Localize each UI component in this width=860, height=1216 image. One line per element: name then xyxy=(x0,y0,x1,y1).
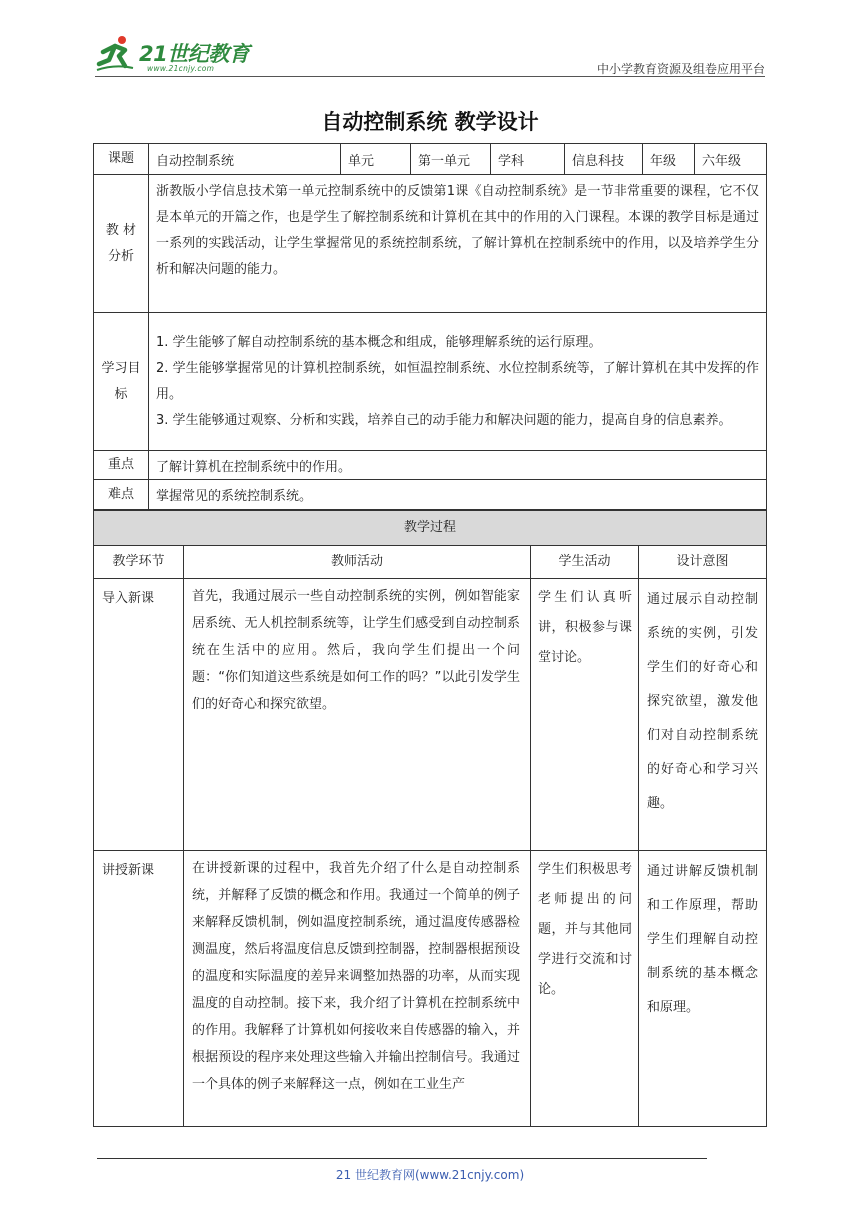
key-point-row xyxy=(94,451,767,480)
student-activity: 学生们认真听讲，积极参与课堂讨论。 xyxy=(531,579,639,851)
key-point-label: 重点 xyxy=(94,451,149,480)
topic-value: 自动控制系统 xyxy=(149,144,341,175)
runner-logo-icon xyxy=(95,34,135,74)
footer-divider xyxy=(97,1158,707,1159)
process-title-row xyxy=(94,511,767,546)
lesson-info-table xyxy=(93,143,767,510)
teaching-process-table xyxy=(93,510,767,1127)
logo-url: www.21cnjy.com xyxy=(147,64,215,73)
subject-label: 学科 xyxy=(491,144,565,175)
process-row xyxy=(94,851,767,1127)
header-teacher: 教师活动 xyxy=(184,546,531,579)
teacher-activity: 首先，我通过展示一些自动控制系统的实例，例如智能家居系统、无人机控制系统等，让学生们感受到自动控制系统在生活中的应用。然后，我向学生们提出一个问题：“你们知道这些系统是如何工作的吗？”以此引发学生们的好奇心和探究欲望。 xyxy=(184,579,531,851)
logo-text: 21世纪教育 xyxy=(139,42,250,66)
design-intent: 通过展示自动控制系统的实例，引发学生们的好奇心和探究欲望，激发他们对自动控制系统的好奇心和学习兴趣。 xyxy=(639,579,767,851)
subject-value: 信息科技 xyxy=(565,144,643,175)
footer-text: 21 世纪教育网(www.21cnjy.com) xyxy=(335,1168,525,1182)
objective-item: 1. 学生能够了解自动控制系统的基本概念和组成，能够理解系统的运行原理。 xyxy=(156,334,602,350)
header-design: 设计意图 xyxy=(639,546,767,579)
difficulty-text: 掌握常见的系统控制系统。 xyxy=(149,480,767,510)
process-header-row xyxy=(94,546,767,579)
process-row xyxy=(94,579,767,851)
analysis-text: 浙教版小学信息技术第一单元控制系统中的反馈第1课《自动控制系统》是一节非常重要的课程，它不仅是本单元的开篇之作，也是学生了解控制系统和计算机在其中的作用的入门课程。本课的教学目标是通过一系列的实践活动，让学生掌握常见的系统控制系统，了解计算机在控制系统中的作用，以及培养学生分析和解决问题的能力。 xyxy=(156,184,759,277)
platform-name: 中小学教育资源及组卷应用平台 xyxy=(596,62,765,76)
objectives-label: 学习目标 xyxy=(94,313,149,451)
header-student: 学生活动 xyxy=(531,546,639,579)
info-row xyxy=(94,144,767,175)
stage-cell: 导入新课 xyxy=(94,579,184,851)
page-header xyxy=(95,32,765,82)
teacher-activity: 在讲授新课的过程中，我首先介绍了什么是自动控制系统，并解释了反馈的概念和作用。我通过一个简单的例子来解释反馈机制，例如温度控制系统，通过温度传感器检测温度，然后将温度信息反馈到控制器，控制器根据预设的温度和实际温度的差异来调整加热器的功率，从而实现温度的自动控制。接下来，我介绍了计算机在控制系统中的作用。我解释了计算机如何接收来自传感器的输入，并根据预设的程序来处理这些输入并输出控制信号。我通过一个具体的例子来解释这一点，例如在工业生产 xyxy=(184,851,531,1127)
document-title: 自动控制系统 教学设计 xyxy=(321,110,539,134)
stage-cell: 讲授新课 xyxy=(94,851,184,1127)
difficulty-label: 难点 xyxy=(94,480,149,510)
grade-label: 年级 xyxy=(643,144,695,175)
topic-label: 课题 xyxy=(94,144,149,175)
analysis-label: 教 材分析 xyxy=(94,175,149,313)
header-divider xyxy=(95,76,765,77)
design-intent: 通过讲解反馈机制和工作原理，帮助学生们理解自动控制系统的基本概念和原理。 xyxy=(639,851,767,1127)
header-stage: 教学环节 xyxy=(94,546,184,579)
student-activity: 学生们积极思考老师提出的问题，并与其他同学进行交流和讨论。 xyxy=(531,851,639,1127)
objective-item: 3. 学生能够通过观察、分析和实践，培养自己的动手能力和解决问题的能力，提高自身的信息素养。 xyxy=(156,412,732,428)
analysis-row xyxy=(94,175,767,313)
site-logo xyxy=(95,32,265,76)
objectives-row xyxy=(94,313,767,451)
difficulty-row xyxy=(94,480,767,510)
process-title: 教学过程 xyxy=(94,511,767,546)
objective-item: 2. 学生能够掌握常见的计算机控制系统，如恒温控制系统、水位控制系统等，了解计算机在其中发挥的作用。 xyxy=(156,360,759,402)
grade-value: 六年级 xyxy=(695,144,767,175)
key-point-text: 了解计算机在控制系统中的作用。 xyxy=(149,451,767,480)
unit-value: 第一单元 xyxy=(411,144,491,175)
unit-label: 单元 xyxy=(341,144,411,175)
